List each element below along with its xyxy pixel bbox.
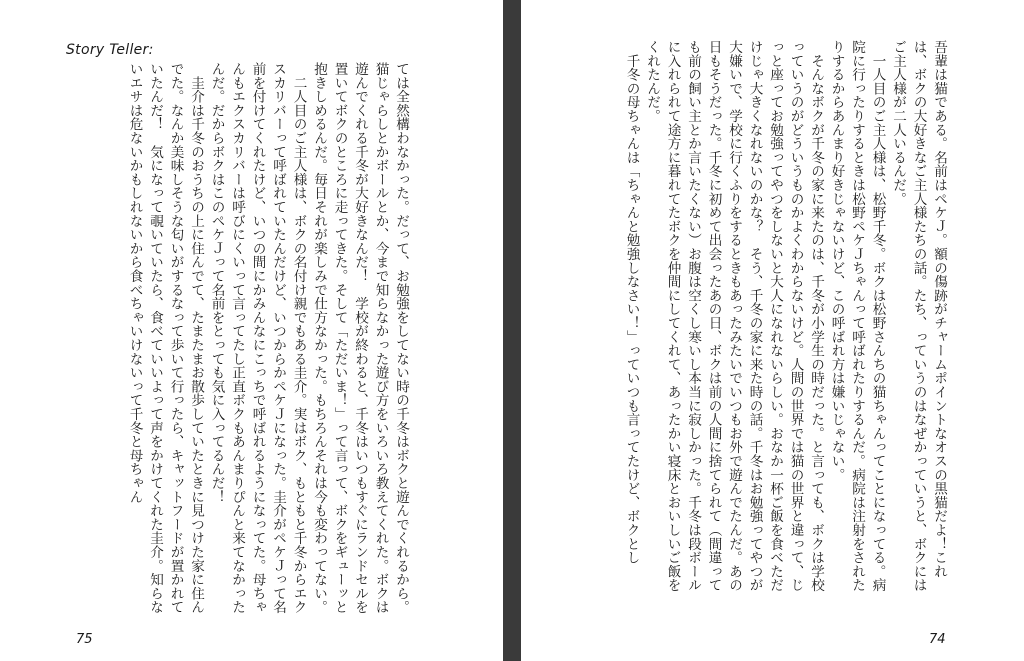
right-page [521,0,1024,661]
left-page [0,0,503,661]
book-gutter [503,0,521,661]
left-page-body-text: ては全然構わなかった。だって、お勉強をしてない時の千冬はボクと遊んでくれるから。猫じゃらしとかボールとか、今まで知らなかった遊び方をいろいろ教えてくれた。ボクは遊んでくれる千冬が大好きなんだ！ 学校が終わると、千冬はいつもすぐにランドセルを置いてボクのところに走ってきた。そして「ただいま！」って言って、ボクをギューッと抱きしめるんだ。毎日それが楽しみで仕方なかった。もちろんそれは今も変わってない。 二人目のご主人様は、ボクの名付け親でもある圭介。実はボク、もともと千冬からエクスカリバーって呼ばれていたんだけど、いつからかペケＪになった。圭介がペケＪって名前を付けてくれたけど、いつの間にかみんなにこっちで呼ばれるようになってた。母ちゃんもエクスカリバーは呼びにくいって言ってたし正直ボクもあんまりぴんと来てなかったんだ。だからボクはこのペケＪって名前をとっても気に入ってるんだ！ 圭介は千冬のおうちの上に住んでて、たまたまお散歩していたときに見つけた家に住んでた。なんか美味しそうな匂いがするなって歩いて行ったら、キャットフードが置かれていたんだ！ 気になって覗いていたら、食べていいよって声をかけてくれた圭介。知らないエサは危ないかもしれないから食べちゃいけないって千冬と母ちゃん [126,62,409,614]
story-teller-header: Story Teller: [66,42,154,58]
left-page-number: 75 [76,632,93,647]
right-page-body-text: 吾輩は猫である。名前はペケＪ。額の傷跡がチャームポイントなオスの黒猫だよ！これは、ボクの大好きなご主人様たちの話。たち、っていうのはなぜかっていうと、ボクにはご主人様が二人いるんだ。 一人目のご主人様は、松野千冬。ボクは松野さんちの猫ちゃんってことになってる。病院に行ったりするときは松野ペケＪちゃんって呼ばれたりするんだ。病院は注射をされたりするからあんまり好きじゃないけど、この呼ばれ方は嫌いじゃない。 そんなボクが千冬の家に来たのは、千冬が小学生の時だった。と言っても、ボクは学校っていうのがどういうものかよくわからないけど。人間の世界では猫の世界と違って、じっと座ってお勉強ってやつをしないと大人になれないらしい。おなか一杯ご飯を食べただけじゃ大きくなれないのかな？ そう、千冬の家に来た時の話。千冬はお勉強ってやつが大嫌いで、学校に行くふりをするときもあったみたいでいつもお外で遊んでたんだ。あの日もそうだった。千冬に初めて出会ったあの日、ボクは前の人間に捨てられて（間違っても前の飼い主とか言いたくない）お腹は空くし寒いし本当に寂しかった。千冬は段ボールに入れられて途方に暮れてたボクを仲間にしてくれて、あったかい寝床とおいしいご飯をくれたんだ。 千冬の母ちゃんは「ちゃんと勉強しなさい！」っていつも言ってたけど、ボクとし [623,40,947,592]
right-page-number: 74 [929,632,946,647]
